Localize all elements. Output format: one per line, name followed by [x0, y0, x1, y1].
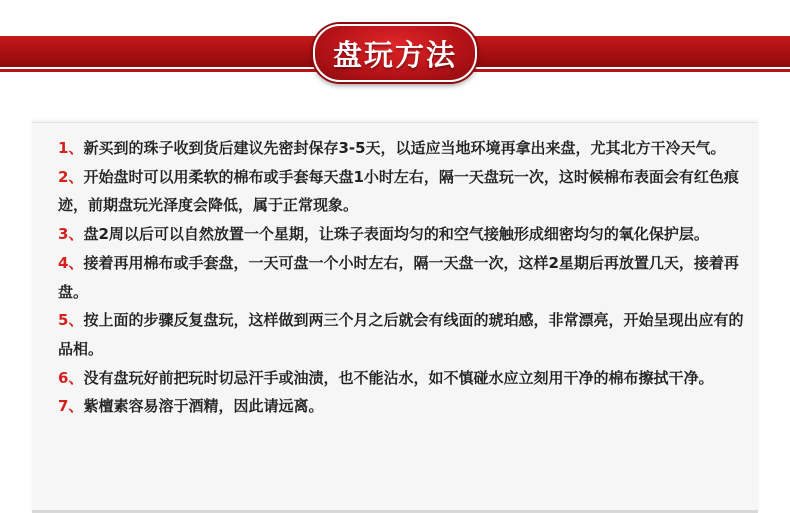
list-item — [58, 364, 748, 393]
item-number: 1、 — [58, 139, 84, 157]
item-number: 5、 — [58, 311, 84, 330]
item-text: 新买到的珠子收到货后建议先密封保存3-5天，以适应当地环境再拿出来盘，尤其北方干冷天气。 — [83, 139, 726, 157]
list-item — [58, 249, 748, 306]
list-item — [58, 306, 748, 363]
item-text: 接着再用棉布或手套盘，一天可盘一个小时左右，隔一天盘一次，这样2星期后再放置几天，接着再盘。 — [58, 253, 739, 301]
item-number: 2、 — [58, 167, 84, 186]
page-title: 盘玩方法 — [332, 37, 457, 72]
instruction-list — [58, 134, 748, 421]
item-text: 盘2周以后可以自然放置一个星期，让珠子表面均匀的和空气接触形成细密均匀的氧化保护层。 — [83, 225, 709, 244]
item-number: 7、 — [58, 397, 84, 416]
item-number: 6、 — [58, 368, 84, 387]
list-item — [58, 134, 748, 163]
item-number: 4、 — [58, 253, 84, 272]
list-item — [58, 163, 748, 220]
item-text: 按上面的步骤反复盘玩，这样做到两三个月之后就会有线面的琥珀感，非常漂亮，开始呈现出应有的品相。 — [58, 311, 744, 358]
item-text: 紫檀素容易溶于酒精，因此请远离。 — [83, 397, 324, 416]
item-text: 没有盘玩好前把玩时切忌汗手或油渍，也不能沾水，如不慎碰水应立刻用干净的棉布擦拭干净。 — [83, 368, 714, 387]
list-item — [58, 220, 748, 249]
list-item — [58, 392, 748, 421]
title-badge — [313, 24, 477, 82]
item-number: 3、 — [58, 225, 84, 244]
item-text: 开始盘时可以用柔软的棉布或手套每天盘1小时左右，隔一天盘玩一次，这时候棉布表面会有红色痕迹，前期盘玩光泽度会降低，属于正常现象。 — [58, 167, 739, 215]
